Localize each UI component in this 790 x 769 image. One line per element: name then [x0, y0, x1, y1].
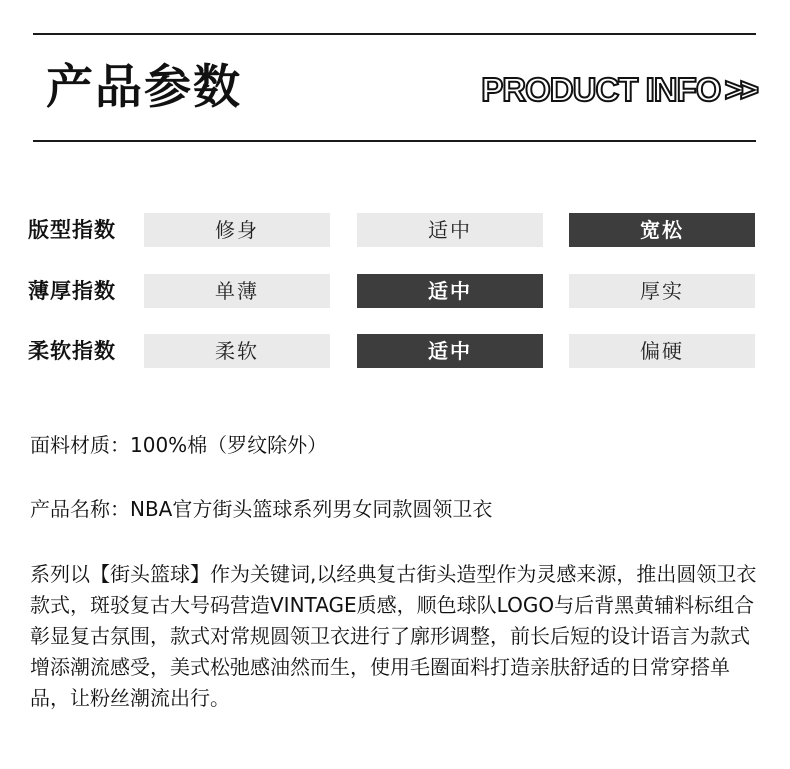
title-en-text: PRODUCT INFO [481, 71, 721, 108]
section-title-en [481, 70, 755, 110]
param-option: 厚实 [569, 274, 755, 308]
double-chevron-right-icon: >> [724, 71, 755, 108]
param-option: 偏硬 [569, 334, 755, 368]
section-title: 产品参数 [46, 60, 242, 115]
param-label: 版型指数 [28, 218, 116, 242]
param-option: 修身 [144, 213, 330, 247]
param-option: 适中 [357, 213, 543, 247]
param-label: 柔软指数 [28, 339, 116, 363]
fabric-info: 面料材质：100%棉（罗纹除外） [30, 433, 328, 457]
param-option-selected: 适中 [357, 274, 543, 308]
param-option: 单薄 [144, 274, 330, 308]
header-bottom-rule [33, 140, 756, 142]
param-label: 薄厚指数 [28, 279, 116, 303]
param-option-selected: 适中 [357, 334, 543, 368]
header-top-rule [33, 33, 756, 35]
product-description: 系列以【街头篮球】作为关键词,以经典复古街头造型作为灵感来源，推出圆领卫衣款式，斑驳复古大号码营造VINTAGE质感，顺色球队LOGO与后背黑黄辅料标组合彰显复古氛围，款式对常规圆领卫衣进行了廓形调整，前长后短的设计语言为款式增添潮流感受，美式松弛感油然而生，使用毛圈面料打造亲肤舒适的日常穿搭单品，让粉丝潮流出行。 [30, 562, 757, 710]
product-name: 产品名称：NBA官方街头篮球系列男女同款圆领卫衣 [30, 497, 493, 521]
param-option-selected: 宽松 [569, 213, 755, 247]
param-option: 柔软 [144, 334, 330, 368]
